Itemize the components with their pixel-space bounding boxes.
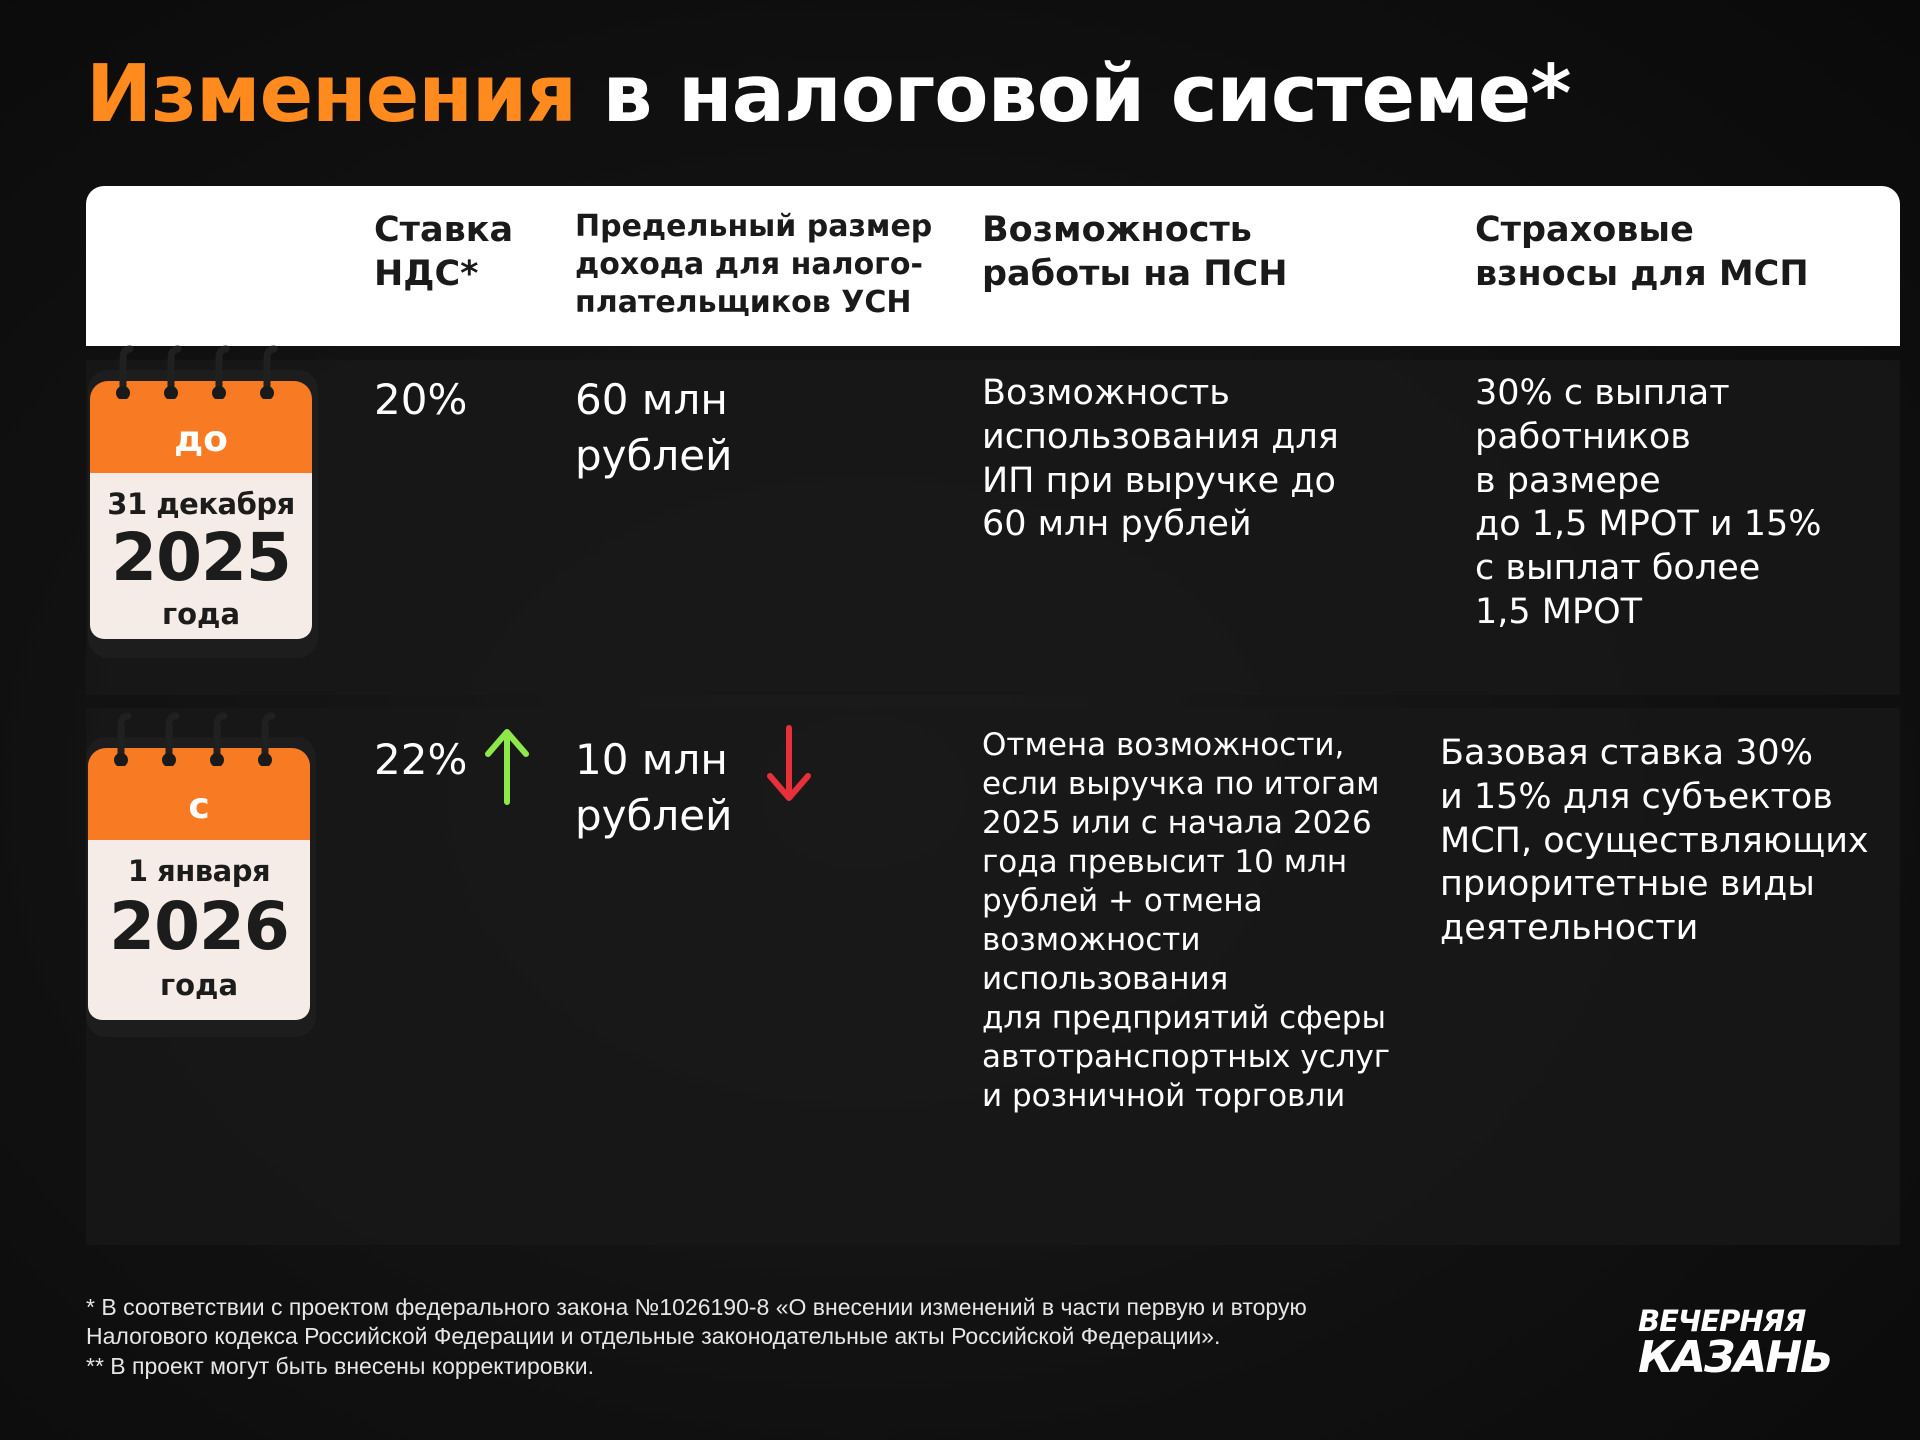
ring-icon [110, 345, 136, 399]
calendar-date: 1 января [127, 854, 271, 888]
limit-value: 10 млн рублей [575, 735, 733, 841]
ring-icon [158, 345, 184, 399]
footnote-line: * В соответствии с проектом федерального закона №1026190-8 «О внесении изменений в части первую и вторую [86, 1294, 1307, 1320]
calendar-date: 31 декабря [107, 487, 295, 521]
ring-icon [252, 712, 278, 766]
vat-value: 20% [374, 375, 468, 424]
calendar-year: 2026 [109, 888, 289, 965]
header-insurance: Страховые взносы для МСП [1475, 210, 1809, 295]
brand-logo [1638, 1304, 1860, 1382]
logo-line: КАЗАНЬ [1638, 1332, 1832, 1383]
ring-icon [108, 712, 134, 766]
ring-icon [254, 345, 280, 399]
title-rest: в налоговой системе* [576, 48, 1571, 140]
ring-icon [206, 345, 232, 399]
vat-value: 22% [374, 735, 468, 784]
header-usn-limit: Предельный размер дохода для налого- плательщиков УСН [575, 209, 933, 320]
psn-value: Отмена возможности, если выручка по итогам 2025 или с начала 2026 года превысит 10 млн рублей + отмена возможности использования для предприятий сферы автотранспортных услуг и розничной торговли [982, 727, 1391, 1115]
calendar-page [88, 840, 310, 1020]
table-row [86, 360, 1900, 695]
ring-icon [156, 712, 182, 766]
header-psn: Возможность работы на ПСН [982, 210, 1288, 295]
calendar-year: 2025 [111, 519, 291, 596]
footnote [86, 1293, 1307, 1381]
footnote-line: ** В проект могут быть внесены корректировки. [86, 1352, 595, 1379]
arrow-up-icon [482, 726, 532, 806]
insurance-value: 30% с выплат работников в размере до 1,5 МРОТ и 15% с выплат более 1,5 МРОТ [1475, 373, 1822, 632]
limit-value: 60 млн рублей [575, 375, 733, 481]
calendar-word: года [159, 968, 239, 1002]
page-title [86, 48, 1571, 140]
calendar-word: года [161, 597, 241, 631]
footnote-line: Налогового кодекса Российской Федерации и отдельные законодательные акты Российской Федерации». [86, 1323, 1221, 1350]
table-header [86, 186, 1900, 346]
title-accent: Изменения [86, 48, 576, 140]
calendar-prefix: до [90, 381, 312, 473]
calendar-icon [88, 345, 318, 665]
psn-value: Возможность использования для ИП при выручке до 60 млн рублей [982, 373, 1339, 545]
insurance-value: Базовая ставка 30% и 15% для субъектов МСП, осуществляющих приоритетные виды деятельности [1440, 733, 1869, 948]
calendar-icon [86, 712, 316, 1032]
logo-line: ВЕЧЕРНЯЯ [1638, 1304, 1806, 1338]
calendar-page [90, 473, 312, 639]
arrow-down-icon [764, 724, 814, 804]
table-row [86, 708, 1900, 1245]
header-vat-rate: Ставка НДС* [374, 210, 514, 295]
ring-icon [204, 712, 230, 766]
calendar-prefix: с [88, 748, 310, 840]
